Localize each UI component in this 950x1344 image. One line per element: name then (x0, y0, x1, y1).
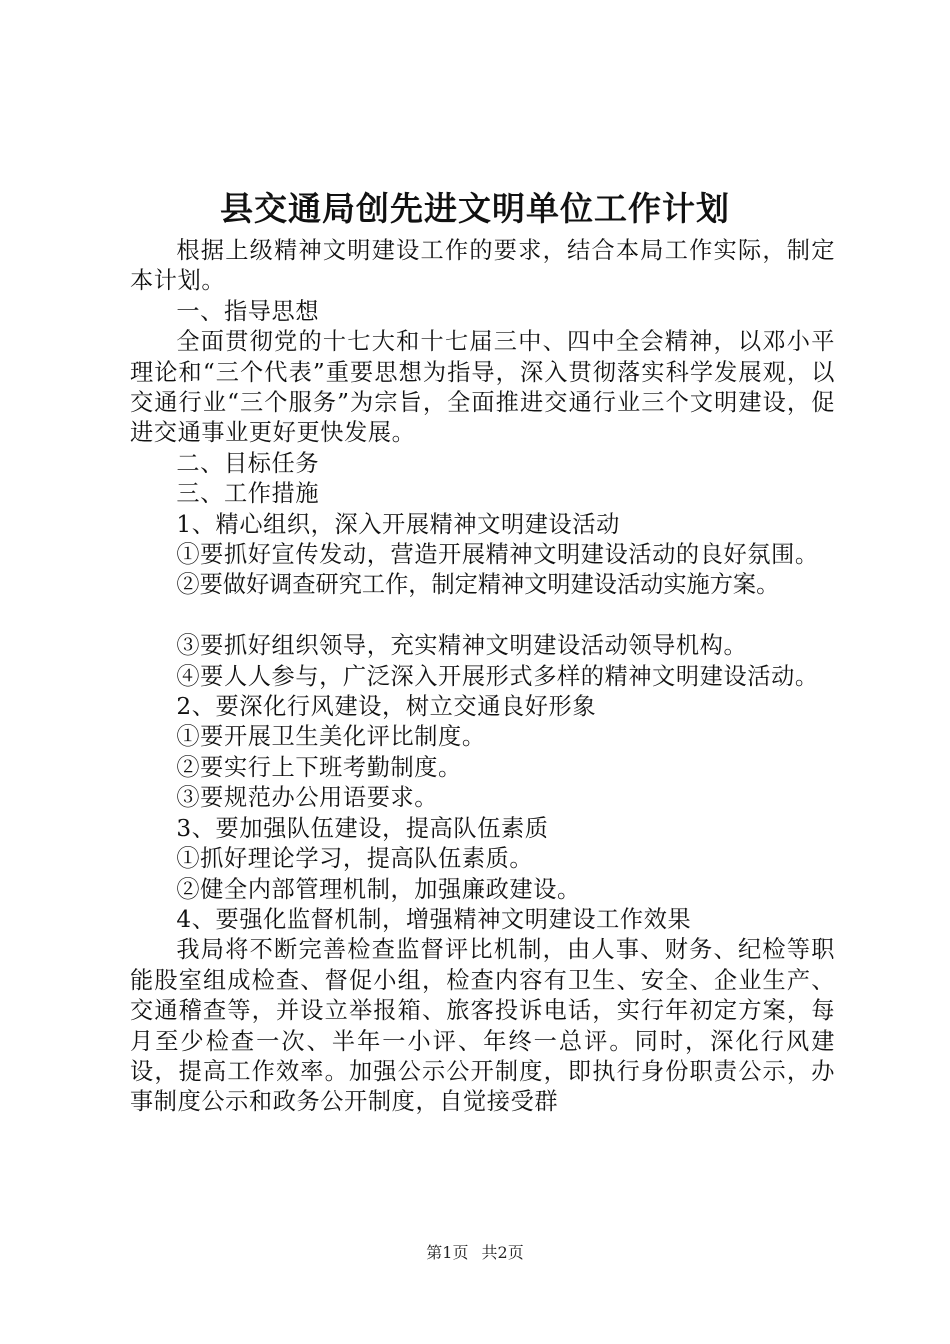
paragraph-intro: 根据上级精神文明建设工作的要求，结合本局工作实际，制定本计划。 (130, 237, 835, 295)
document-title: 县交通局创先进文明单位工作计划 (220, 189, 730, 228)
document-body (130, 236, 835, 1118)
heading-goals: 二、目标任务 (176, 449, 320, 477)
list-item: ①要开展卫生美化评比制度。 (176, 723, 486, 751)
list-item: ④要人人参与，广泛深入开展形式多样的精神文明建设活动。 (176, 662, 819, 690)
list-item: ①要抓好宣传发动，营造开展精神文明建设活动的良好氛围。 (176, 541, 819, 569)
page-number-current: 第1页 (426, 1243, 469, 1262)
heading-guiding-ideology: 一、指导思想 (176, 297, 320, 325)
page-footer (0, 1241, 950, 1265)
page-number-total: 共2页 (481, 1243, 524, 1262)
list-item: ②要实行上下班考勤制度。 (176, 753, 462, 781)
paragraph-guiding-ideology: 全面贯彻党的十七大和十七届三中、四中全会精神，以邓小平理论和“三个代表”重要思想为指导，深入贯彻落实科学发展观，以交通行业“三个服务”为宗旨，全面推进交通行业三个文明建设，促进交通事业更好更快发展。 (130, 328, 835, 447)
subheading-measure-1: 1、精心组织，深入开展精神文明建设活动 (176, 510, 620, 538)
subheading-measure-3: 3、要加强队伍建设，提高队伍素质 (176, 814, 549, 842)
blank-line (130, 601, 835, 631)
subheading-measure-2: 2、要深化行风建设，树立交通良好形象 (176, 693, 597, 721)
heading-measures: 三、工作措施 (176, 480, 320, 508)
list-item: ③要抓好组织领导，充实精神文明建设活动领导机构。 (176, 632, 748, 660)
paragraph-supervision: 我局将不断完善检查监督评比机制，由人事、财务、纪检等职能股室组成检查、督促小组，检查内容有卫生、安全、企业生产、交通稽查等，并设立举报箱、旅客投诉电话，实行年初定方案，每月至少检查一次、半年一小评、年终一总评。同时，深化行风建设，提高工作效率。加强公示公开制度，即执行身份职责公示，办事制度公示和政务公开制度，自觉接受群 (130, 936, 835, 1116)
list-item: ①抓好理论学习，提高队伍素质。 (176, 845, 534, 873)
list-item: ②要做好调查研究工作，制定精神文明建设活动实施方案。 (176, 571, 780, 599)
subheading-measure-4: 4、要强化监督机制，增强精神文明建设工作效果 (176, 905, 692, 933)
list-item: ③要规范办公用语要求。 (176, 784, 439, 812)
list-item: ②健全内部管理机制，加强廉政建设。 (176, 875, 581, 903)
